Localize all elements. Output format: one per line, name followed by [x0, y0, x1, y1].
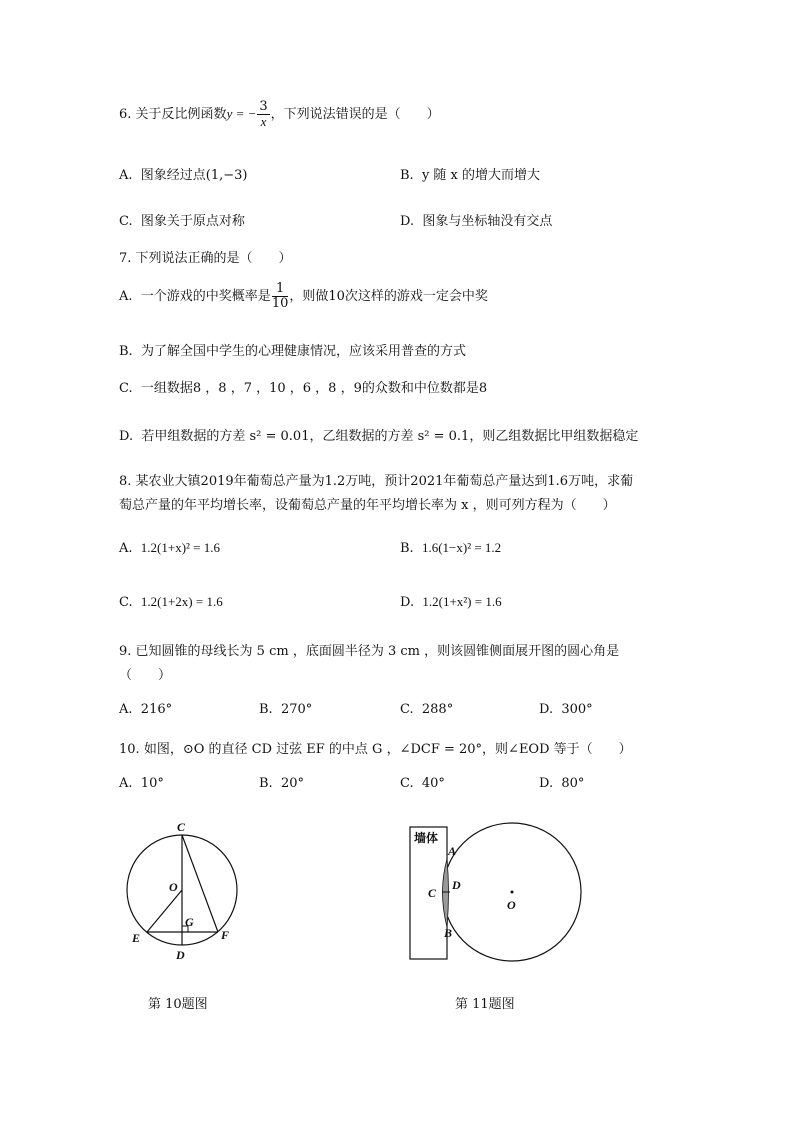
option-text: y 随 x 的增大而增大 — [421, 168, 541, 183]
option-label: A. — [119, 541, 133, 556]
q9-stem-text: 已知圆锥的母线长为 5 cm ，底面圆半径为 3 cm ，则该圆锥侧面展开图的圆心角是 — [135, 644, 620, 659]
point-d-label: D — [452, 878, 461, 892]
q6-frac-den: x — [260, 114, 267, 129]
q10-stem-text: 如图，⊙O 的直径 CD 过弦 EF 的中点 G ，∠DCF = 20°，则∠EOD 等于（ ） — [143, 742, 632, 757]
q7-option-d — [119, 425, 638, 444]
q7-stem — [119, 247, 292, 266]
option-text: 一组数据8 ，8 ，7 ，10 ，6 ，8 ，9的众数和中位数都是8 — [140, 381, 488, 396]
q8-stem-line2 — [119, 494, 616, 513]
option-text: 1.2(1+x)² = 1.6 — [140, 540, 221, 555]
point-a-label: A — [448, 844, 457, 858]
point-b-label: B — [444, 926, 453, 940]
option-label: D. — [539, 776, 554, 791]
q8-stem-line1 — [119, 470, 633, 489]
figure-11-caption: 第 11题图 — [455, 997, 515, 1012]
q6-fraction — [257, 100, 269, 129]
q10-option-c — [400, 776, 445, 791]
q10-option-d — [539, 776, 584, 791]
point-f-label: F — [221, 928, 230, 942]
option-text: 1.2(1+2x) = 1.6 — [140, 594, 223, 609]
option-label: D. — [400, 595, 415, 610]
q9-stem-text-2: （ ） — [119, 668, 172, 683]
point-e-label: E — [132, 931, 141, 945]
option-text: 图象与坐标轴没有交点 — [422, 214, 553, 229]
q7a-frac-num: 1 — [272, 282, 289, 297]
point-c-label: C — [428, 886, 437, 900]
option-label: B. — [400, 168, 414, 183]
option-label: C. — [119, 381, 133, 396]
q9-option-a — [119, 702, 172, 717]
option-text: 288° — [421, 702, 454, 717]
q9-option-b — [259, 702, 312, 717]
figure-11 — [400, 815, 590, 970]
q6-stem — [119, 100, 440, 129]
option-text: 若甲组数据的方差 s² = 0.01，乙组数据的方差 s² = 0.1，则乙组数据比甲组数据稳定 — [141, 429, 639, 444]
q7a-fraction — [272, 282, 289, 311]
option-text: 80° — [561, 776, 585, 791]
option-text: 10° — [140, 776, 164, 791]
option-label: A. — [119, 776, 133, 791]
option-text: 一个游戏的中奖概率是 — [140, 289, 271, 304]
option-label: C. — [400, 702, 414, 717]
option-label: D. — [400, 214, 415, 229]
q6-func-lhs: y = − — [226, 106, 257, 121]
q6-stem-pre: 关于反比例函数 — [135, 107, 227, 122]
option-text: 图象关于原点对称 — [140, 214, 245, 229]
option-label: D. — [119, 429, 134, 444]
option-label: A. — [119, 168, 133, 183]
point-d-label: D — [176, 948, 185, 962]
option-label: D. — [539, 702, 554, 717]
q10-option-b — [259, 776, 304, 791]
option-label: A. — [119, 289, 133, 304]
option-label: B. — [259, 776, 273, 791]
q7-option-b — [119, 340, 466, 359]
q10-number: 10. — [119, 742, 140, 757]
option-label: A. — [119, 702, 133, 717]
option-text: 300° — [561, 702, 593, 717]
option-label: C. — [119, 214, 133, 229]
option-text: 270° — [280, 702, 313, 717]
q6-frac-num: 3 — [259, 99, 268, 114]
point-g-label: G — [185, 915, 194, 929]
figure-10-caption: 第 10题图 — [148, 997, 208, 1012]
q8-option-d — [400, 594, 502, 610]
q10-stem — [119, 738, 632, 757]
q9-stem-line2 — [119, 664, 171, 683]
q9-option-c — [400, 702, 453, 717]
q8-option-c — [119, 594, 223, 610]
option-text-post: ，则做10次这样的游戏一定会中奖 — [289, 289, 488, 304]
option-text: 为了解全国中学生的心理健康情况，应该采用普查的方式 — [140, 344, 466, 359]
option-text: 图象经过点(1,−3) — [140, 168, 248, 183]
option-label: B. — [400, 541, 414, 556]
point-o-label: O — [507, 898, 516, 912]
option-text: 20° — [280, 776, 304, 791]
q7a-frac-den: 10 — [271, 296, 289, 311]
segment-oe — [147, 890, 182, 932]
point-c-label: C — [177, 820, 186, 834]
q7-number: 7. — [119, 251, 132, 266]
wall-label: 墙体 — [414, 831, 439, 845]
q6-option-c — [119, 210, 245, 229]
q6-stem-post: ，下列说法错误的是（ ） — [270, 107, 440, 122]
q7-option-a — [119, 282, 488, 311]
q7-stem-text: 下列说法正确的是（ ） — [135, 251, 292, 266]
q8-stem-text-2: 萄总产量的年平均增长率，设葡萄总产量的年平均增长率为 x ，则可列方程为（ ） — [119, 498, 616, 513]
q6-option-d — [400, 210, 552, 229]
center-dot — [511, 891, 514, 894]
point-o-label: O — [169, 880, 178, 894]
option-text: 1.6(1−x)² = 1.2 — [421, 540, 502, 555]
option-label: C. — [119, 595, 133, 610]
option-text: 40° — [421, 776, 445, 791]
q7-option-c — [119, 377, 487, 396]
option-label: C. — [400, 776, 414, 791]
q8-stem-text: 某农业大镇2019年葡萄总产量为1.2万吨，预计2021年葡萄总产量达到1.6万吨，求葡 — [135, 474, 634, 489]
q8-number: 8. — [119, 474, 132, 489]
q8-option-a — [119, 540, 220, 556]
figure-10 — [110, 815, 260, 970]
option-label: B. — [119, 344, 133, 359]
q6-option-a — [119, 164, 248, 183]
q9-option-d — [539, 702, 593, 717]
option-text: 1.2(1+x²) = 1.6 — [422, 594, 502, 609]
option-label: B. — [259, 702, 273, 717]
q6-number: 6. — [119, 107, 132, 122]
q10-option-a — [119, 776, 164, 791]
q9-stem-line1 — [119, 640, 619, 659]
option-text: 216° — [140, 702, 173, 717]
q9-number: 9. — [119, 644, 132, 659]
q6-option-b — [400, 164, 540, 183]
q8-option-b — [400, 540, 501, 556]
